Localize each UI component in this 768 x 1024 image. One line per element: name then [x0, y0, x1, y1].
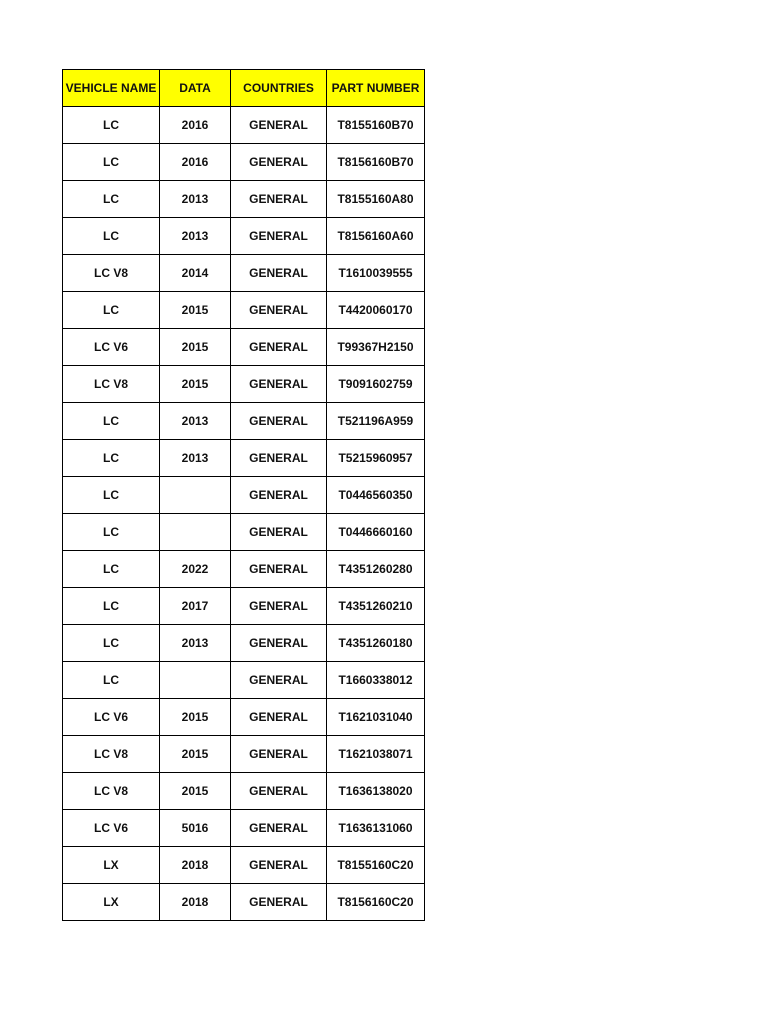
countries-cell[interactable]: GENERAL [231, 403, 327, 440]
countries-cell[interactable]: GENERAL [231, 699, 327, 736]
table-row [63, 588, 425, 625]
part-number-cell[interactable]: T8156160A60 [327, 218, 425, 255]
vehicle-name-cell[interactable]: LX [63, 847, 160, 884]
vehicle-name-cell[interactable]: LC V6 [63, 329, 160, 366]
table-row [63, 884, 425, 921]
table-body [63, 107, 425, 921]
table-row [63, 810, 425, 847]
table-row [63, 329, 425, 366]
vehicle-name-cell[interactable]: LC [63, 514, 160, 551]
header-countries[interactable]: COUNTRIES [231, 70, 327, 107]
data-cell[interactable]: 2014 [160, 255, 231, 292]
data-cell[interactable]: 2015 [160, 699, 231, 736]
table-row [63, 551, 425, 588]
part-number-cell[interactable]: T4351260180 [327, 625, 425, 662]
vehicle-name-cell[interactable]: LC V6 [63, 699, 160, 736]
countries-cell[interactable]: GENERAL [231, 181, 327, 218]
countries-cell[interactable]: GENERAL [231, 588, 327, 625]
data-cell[interactable]: 2013 [160, 403, 231, 440]
countries-cell[interactable]: GENERAL [231, 884, 327, 921]
countries-cell[interactable]: GENERAL [231, 107, 327, 144]
table-row [63, 662, 425, 699]
part-number-cell[interactable]: T1636131060 [327, 810, 425, 847]
countries-cell[interactable]: GENERAL [231, 366, 327, 403]
vehicle-name-cell[interactable]: LC [63, 218, 160, 255]
part-number-cell[interactable]: T1610039555 [327, 255, 425, 292]
header-vehicle-name[interactable]: VEHICLE NAME [63, 70, 160, 107]
vehicle-name-cell[interactable]: LC [63, 144, 160, 181]
data-cell[interactable] [160, 662, 231, 699]
part-number-cell[interactable]: T4351260210 [327, 588, 425, 625]
table-row [63, 144, 425, 181]
vehicle-name-cell[interactable]: LC V8 [63, 366, 160, 403]
part-number-cell[interactable]: T0446560350 [327, 477, 425, 514]
data-cell[interactable]: 5016 [160, 810, 231, 847]
table-row [63, 218, 425, 255]
part-number-cell[interactable]: T8156160B70 [327, 144, 425, 181]
countries-cell[interactable]: GENERAL [231, 477, 327, 514]
countries-cell[interactable]: GENERAL [231, 218, 327, 255]
data-cell[interactable]: 2018 [160, 884, 231, 921]
data-cell[interactable]: 2013 [160, 440, 231, 477]
parts-table [62, 69, 425, 921]
part-number-cell[interactable]: T1621031040 [327, 699, 425, 736]
header-data[interactable]: DATA [160, 70, 231, 107]
vehicle-name-cell[interactable]: LC [63, 292, 160, 329]
vehicle-name-cell[interactable]: LC [63, 662, 160, 699]
countries-cell[interactable]: GENERAL [231, 810, 327, 847]
table-row [63, 440, 425, 477]
table-row [63, 736, 425, 773]
vehicle-name-cell[interactable]: LX [63, 884, 160, 921]
header-row [63, 70, 425, 107]
data-cell[interactable]: 2015 [160, 736, 231, 773]
data-cell[interactable]: 2018 [160, 847, 231, 884]
data-cell[interactable]: 2013 [160, 218, 231, 255]
countries-cell[interactable]: GENERAL [231, 773, 327, 810]
spreadsheet [62, 69, 425, 921]
table-row [63, 773, 425, 810]
table-row [63, 699, 425, 736]
countries-cell[interactable]: GENERAL [231, 514, 327, 551]
vehicle-name-cell[interactable]: LC [63, 551, 160, 588]
table-row [63, 181, 425, 218]
data-cell[interactable] [160, 514, 231, 551]
data-cell[interactable]: 2013 [160, 181, 231, 218]
countries-cell[interactable]: GENERAL [231, 440, 327, 477]
part-number-cell[interactable]: T1621038071 [327, 736, 425, 773]
data-cell[interactable]: 2015 [160, 366, 231, 403]
countries-cell[interactable]: GENERAL [231, 255, 327, 292]
table-row [63, 366, 425, 403]
part-number-cell[interactable]: T521196A959 [327, 403, 425, 440]
vehicle-name-cell[interactable]: LC [63, 181, 160, 218]
table-row [63, 477, 425, 514]
countries-cell[interactable]: GENERAL [231, 736, 327, 773]
part-number-cell[interactable]: T8155160A80 [327, 181, 425, 218]
part-number-cell[interactable]: T5215960957 [327, 440, 425, 477]
table-row [63, 255, 425, 292]
part-number-cell[interactable]: T9091602759 [327, 366, 425, 403]
data-cell[interactable]: 2015 [160, 329, 231, 366]
data-cell[interactable]: 2016 [160, 144, 231, 181]
part-number-cell[interactable]: T8155160B70 [327, 107, 425, 144]
vehicle-name-cell[interactable]: LC [63, 588, 160, 625]
vehicle-name-cell[interactable]: LC [63, 440, 160, 477]
vehicle-name-cell[interactable]: LC [63, 403, 160, 440]
part-number-cell[interactable]: T1660338012 [327, 662, 425, 699]
part-number-cell[interactable]: T8156160C20 [327, 884, 425, 921]
data-cell[interactable]: 2016 [160, 107, 231, 144]
data-cell[interactable] [160, 477, 231, 514]
vehicle-name-cell[interactable]: LC V8 [63, 255, 160, 292]
data-cell[interactable]: 2015 [160, 292, 231, 329]
part-number-cell[interactable]: T4420060170 [327, 292, 425, 329]
vehicle-name-cell[interactable]: LC V8 [63, 773, 160, 810]
part-number-cell[interactable]: T1636138020 [327, 773, 425, 810]
table-row [63, 514, 425, 551]
vehicle-name-cell[interactable]: LC [63, 625, 160, 662]
header-part-number[interactable]: PART NUMBER [327, 70, 425, 107]
countries-cell[interactable]: GENERAL [231, 144, 327, 181]
vehicle-name-cell[interactable]: LC [63, 107, 160, 144]
part-number-cell[interactable]: T99367H2150 [327, 329, 425, 366]
countries-cell[interactable]: GENERAL [231, 847, 327, 884]
table-row [63, 847, 425, 884]
table-row [63, 403, 425, 440]
data-cell[interactable]: 2017 [160, 588, 231, 625]
vehicle-name-cell[interactable]: LC V8 [63, 736, 160, 773]
countries-cell[interactable]: GENERAL [231, 292, 327, 329]
part-number-cell[interactable]: T0446660160 [327, 514, 425, 551]
data-cell[interactable]: 2013 [160, 625, 231, 662]
data-cell[interactable]: 2022 [160, 551, 231, 588]
table-row [63, 292, 425, 329]
vehicle-name-cell[interactable]: LC [63, 477, 160, 514]
countries-cell[interactable]: GENERAL [231, 625, 327, 662]
vehicle-name-cell[interactable]: LC V6 [63, 810, 160, 847]
table-row [63, 625, 425, 662]
countries-cell[interactable]: GENERAL [231, 329, 327, 366]
data-cell[interactable]: 2015 [160, 773, 231, 810]
part-number-cell[interactable]: T8155160C20 [327, 847, 425, 884]
table-row [63, 107, 425, 144]
part-number-cell[interactable]: T4351260280 [327, 551, 425, 588]
countries-cell[interactable]: GENERAL [231, 662, 327, 699]
countries-cell[interactable]: GENERAL [231, 551, 327, 588]
